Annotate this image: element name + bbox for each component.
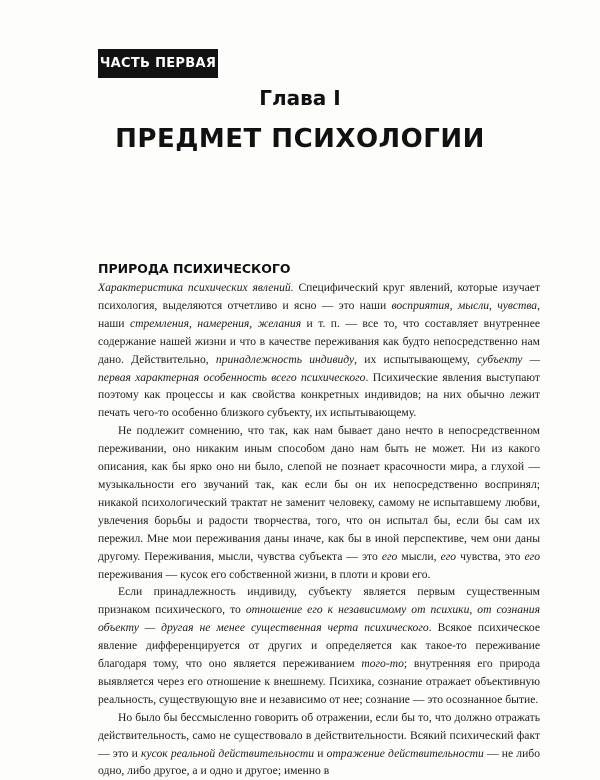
text-run: , их испытывающему, (354, 352, 478, 366)
text-run: и т. п. — все то, что составляет внутреннее содержание нашей жизни и что в качестве переживания как будто непосредственно нам дано. Действительно, (98, 316, 540, 366)
text-run: Если принадлежность индивиду, субъекту является первым существенным признаком психического, то (98, 585, 540, 617)
chapter-label: Глава I (259, 86, 341, 110)
text-run: Но было бы бессмысленно говорить об отражении, если бы то, что должно отражать действительность, само не существовало в действительности. Всякий психический факт — это и (98, 710, 540, 760)
section-heading: ПРИРОДА ПСИХИЧЕСКОГО (98, 261, 291, 276)
emphasis-text: Характеристика психических явлений. (98, 281, 294, 294)
chapter-title: ПРЕДМЕТ ПСИХОЛОГИИ (115, 124, 485, 154)
paragraph-1 (98, 279, 540, 422)
emphasis-text: восприятия, мысли, чувства (391, 298, 538, 312)
emphasis-text: стремления, намерения, желания (129, 316, 302, 330)
emphasis-text: кусок реальной действительности (141, 746, 315, 760)
emphasis-text: его (440, 549, 457, 563)
text-run: мысли, (397, 549, 441, 563)
text-run: , наши (98, 298, 540, 330)
emphasis-text: отражение действительности (326, 746, 484, 760)
paragraph-2 (98, 422, 540, 583)
text-run: — не либо одно, либо другое, а и одно и другое; именно в (98, 746, 540, 778)
text-run: Не подлежит сомнению, что так, как нам бывает дано нечто в непосредственном переживании, оно никаким иным способом дано нам быть не может. Ни из какого описания, как бы ярко оно ни было, слепой не познает красочности мира, а глухой — музыкальности его звучаний так, как если бы он их непосредственно воспринял; никакой психологический трактат не заменит человеку, самому не испытавшему любви, увлечения борьбы и радости творчества, того, что он испытал бы, если бы сам их пережил. Мне мои переживания даны иначе, как бы в иной перспективе, чем они даны другому. Переживания, мысли, чувства субъекта — это (98, 424, 540, 563)
text-run: ; внутренняя его природа выявляется через его отношение к внешнему. Психика, сознание отражает объективную реальность, существующую вне и независимо от нее; сознание — это осознанное бытие. (98, 657, 540, 706)
text-run: переживания — кусок его собственной жизни, в плоти и крови его. (98, 567, 431, 581)
text-run: Специфический круг явлений, которые изучает психология, выделяются отчетливо и ясно — это наши (98, 281, 540, 312)
text-run: чувства, это (456, 549, 525, 563)
text-run: . Психические явления выступают поэтому как процессы и как свойства конкретных индивидов; на них обычно лежит печать чего-то особенно близкого субъекту, их испытывающему. (98, 370, 540, 420)
paragraph-4 (98, 709, 540, 780)
text-run: и (314, 746, 327, 760)
emphasis-text: его (524, 549, 540, 563)
part-label: ЧАСТЬ ПЕРВАЯ (98, 49, 218, 78)
emphasis-text: того-то (361, 657, 404, 671)
emphasis-text: субъекту — первая характерная особенность всего психического (98, 352, 540, 384)
text-run: . Всякое психическое явление дифференцируется от других и определяется как такое-то переживание благодаря тому, что оно является переживанием (98, 621, 540, 671)
emphasis-text: его (381, 549, 398, 563)
paragraph-3 (98, 583, 540, 708)
emphasis-text: отношение его к независимому от психики, от сознания объекту — другая не менее существенная черта психического (98, 603, 540, 635)
body-text (98, 279, 540, 780)
emphasis-text: принадлежность индивиду (215, 352, 355, 366)
